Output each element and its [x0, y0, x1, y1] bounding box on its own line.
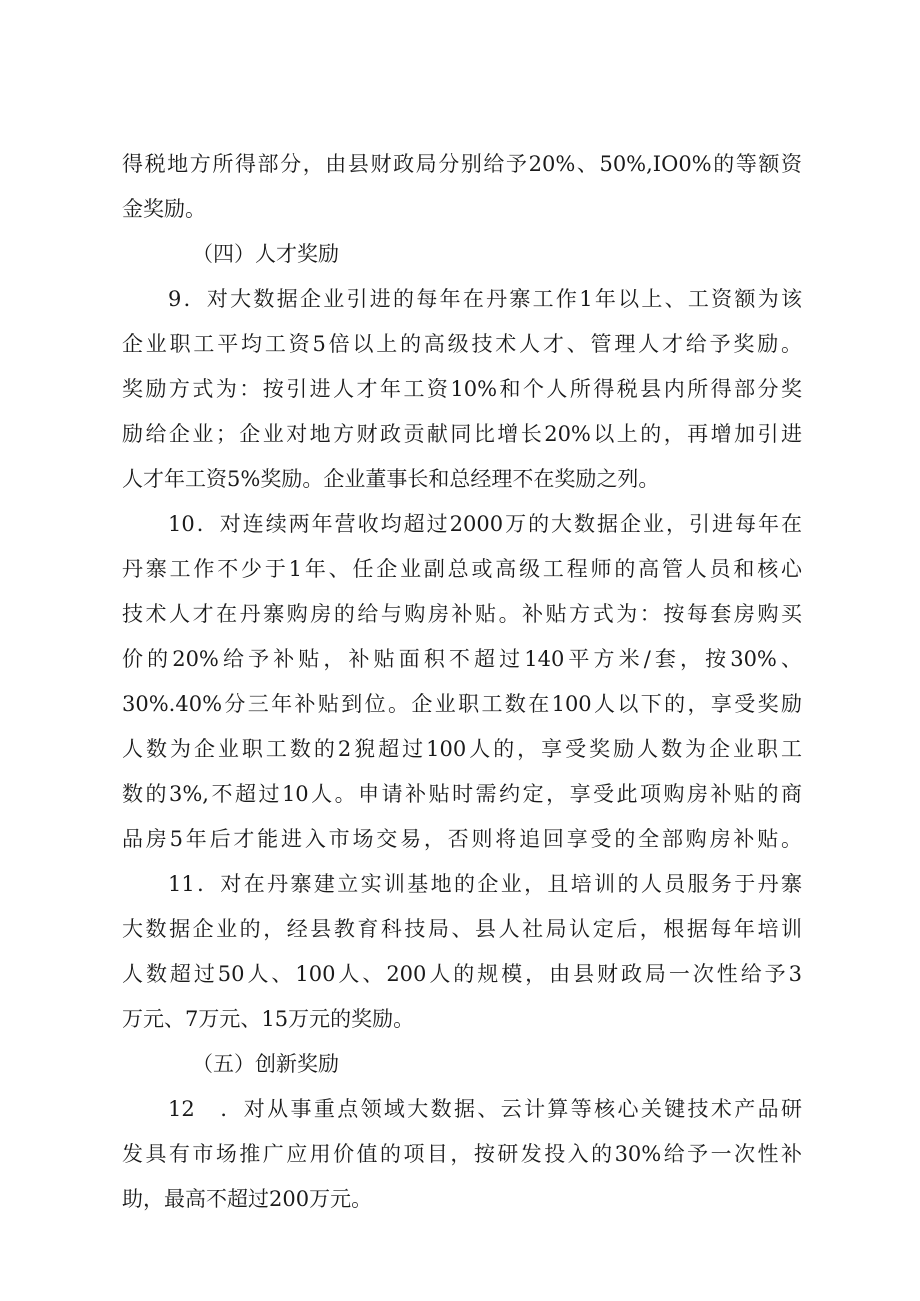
text-line: 励给企业；企业对地方财政贡献同比增长20%以上的，再增加引进	[122, 422, 802, 446]
text-line: 助，最高不超过200万元。	[122, 1187, 373, 1211]
text-line: 企业职工平均工资5倍以上的高级技术人才、管理人才给予奖励。	[122, 332, 802, 356]
text-line: 价的20%给予补贴，补贴面积不超过140平方米/套，按30%、	[122, 647, 802, 671]
text-line: 30%.40%分三年补贴到位。企业职工数在100人以下的，享受奖励	[122, 692, 802, 716]
text-line: 发具有市场推广应用价值的项目，按研发投入的30%给予一次性补	[122, 1142, 802, 1166]
text-line: 人数超过50人、100人、200人的规模，由县财政局一次性给予3	[122, 962, 802, 986]
text-line: 品房5年后才能进入市场交易，否则将追回享受的全部购房补贴。	[122, 827, 802, 851]
text-line: 大数据企业的，经县教育科技局、县人社局认定后，根据每年培训	[122, 917, 802, 941]
text-line: 奖励方式为：按引进人才年工资10%和个人所得税县内所得部分奖	[122, 377, 802, 401]
text-line: 技术人才在丹寨购房的给与购房补贴。补贴方式为：按每套房购买	[122, 602, 802, 626]
text-line: 金奖励。	[122, 197, 206, 221]
section-heading: （四）人才奖励	[192, 242, 339, 266]
text-line: 12 ．对从事重点领域大数据、云计算等核心关键技术产品研	[168, 1097, 802, 1121]
document-body	[122, 142, 802, 1222]
text-line: 丹寨工作不少于1年、任企业副总或高级工程师的高管人员和核心	[122, 557, 802, 581]
text-line: 9．对大数据企业引进的每年在丹寨工作1年以上、工资额为该	[168, 287, 802, 311]
text-line: 人才年工资5%奖励。企业董事长和总经理不在奖励之列。	[122, 467, 660, 491]
text-line: 数的3%,不超过10人。申请补贴时需约定，享受此项购房补贴的商	[122, 782, 802, 806]
text-line: 10．对连续两年营收均超过2000万的大数据企业，引进每年在	[168, 512, 802, 536]
text-line: 得税地方所得部分，由县财政局分别给予20%、50%,IO0%的等额资	[122, 152, 802, 176]
text-line: 万元、7万元、15万元的奖励。	[122, 1007, 415, 1031]
text-line: 11．对在丹寨建立实训基地的企业，且培训的人员服务于丹寨	[168, 872, 802, 896]
text-line: 人数为企业职工数的2猊超过100人的，享受奖励人数为企业职工	[122, 737, 802, 761]
section-heading: （五）创新奖励	[192, 1052, 339, 1076]
